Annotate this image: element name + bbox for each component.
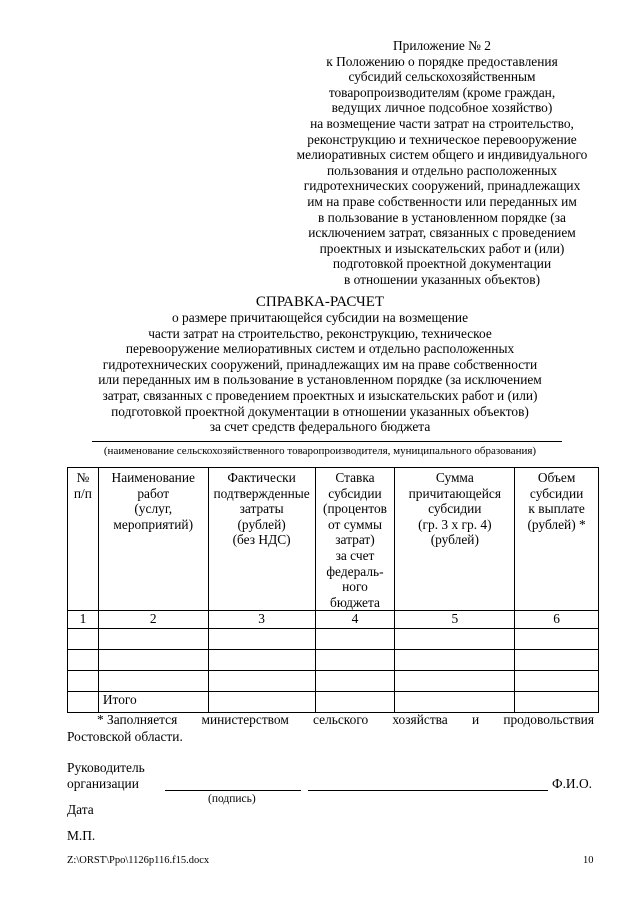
document-subtitle xyxy=(0,310,640,435)
stamp-label: М.П. xyxy=(67,828,96,843)
table-cell[interactable] xyxy=(395,629,515,650)
annex-line: в пользование в установленном порядке (за xyxy=(318,209,566,225)
table-cell[interactable] xyxy=(68,650,99,671)
organization-name-caption: (наименование сельскохозяйственного товаропроизводителя, муниципального образования) xyxy=(103,445,537,457)
table-header-row xyxy=(68,468,599,611)
footnote-word: продовольствия xyxy=(503,712,594,727)
table-cell[interactable] xyxy=(68,629,99,650)
annex-line: исключением затрат, связанных с проведением xyxy=(308,225,576,241)
table-cell[interactable] xyxy=(208,650,315,671)
annex-line: подготовкой проектной документации xyxy=(332,256,552,272)
subtitle-line: или переданных им в пользование в установленном порядке (за исключением xyxy=(98,372,542,388)
calculation-table xyxy=(67,467,599,713)
table-cell[interactable] xyxy=(315,671,395,692)
column-header-text: от суммы xyxy=(328,516,382,532)
annex-line: в отношении указанных объектов) xyxy=(343,271,541,287)
page-number: 10 xyxy=(583,855,594,866)
column-header-text: затрат) xyxy=(335,532,375,548)
column-number: 4 xyxy=(315,611,395,629)
column-header-text: затраты xyxy=(239,501,284,517)
annex-line: мелиоративных систем общего и индивидуального xyxy=(296,147,588,163)
annex-line: субсидий сельскохозяйственным xyxy=(348,69,536,85)
table-cell[interactable] xyxy=(395,671,515,692)
table-cell[interactable] xyxy=(395,650,515,671)
annex-line: ведущих личное подсобное хозяйство) xyxy=(331,100,553,116)
table-cell[interactable] xyxy=(208,671,315,692)
table-cell[interactable] xyxy=(98,629,208,650)
annex-header xyxy=(280,38,604,288)
table-cell[interactable] xyxy=(98,671,208,692)
column-header-text: (услуг, xyxy=(134,501,173,517)
annex-line: пользования и отдельно расположенных xyxy=(326,162,558,178)
column-header-text: (рублей) xyxy=(237,516,286,532)
column-header xyxy=(515,468,599,611)
column-header xyxy=(98,468,208,611)
signature-caption: (подпись) xyxy=(208,793,256,805)
column-header-text: Сумма xyxy=(435,470,474,485)
footnote-word: * Заполняется xyxy=(97,712,178,727)
table-cell[interactable] xyxy=(515,671,599,692)
subtitle-line: затрат, связанных с проведением проектных и изыскательских работ и (или) xyxy=(102,387,538,403)
column-number: 2 xyxy=(98,611,208,629)
table-total-row xyxy=(68,692,599,713)
document-title: СПРАВКА-РАСЧЕТ xyxy=(255,294,385,310)
column-header-text: Фактически xyxy=(227,470,296,485)
table-cell[interactable] xyxy=(208,692,315,713)
table-cell[interactable] xyxy=(315,650,395,671)
table-column-number-row xyxy=(68,611,599,629)
table-cell[interactable] xyxy=(315,692,395,713)
annex-line: Приложение № 2 xyxy=(392,38,492,53)
annex-line: товаропроизводителям (кроме граждан, xyxy=(328,84,556,100)
column-header-text: работ xyxy=(137,485,170,501)
column-header-text: (процентов xyxy=(322,501,387,517)
column-header-text: (рублей) xyxy=(430,532,479,548)
footnote-word: хозяйства xyxy=(392,712,448,727)
table-cell[interactable] xyxy=(315,629,395,650)
column-header-text: ного xyxy=(342,579,368,595)
column-header-text: Ставка xyxy=(335,470,375,485)
annex-line: проектных и изыскательских работ и (или) xyxy=(319,240,565,256)
annex-line: на возмещение части затрат на строительство, xyxy=(310,115,574,131)
subtitle-line: за счет средств федерального бюджета xyxy=(209,419,431,435)
table-row xyxy=(68,629,599,650)
table-cell[interactable] xyxy=(98,650,208,671)
column-header-text: федераль- xyxy=(326,563,384,579)
subtitle-line: о размере причитающейся субсидии на возмещение xyxy=(171,310,469,325)
subtitle-line: подготовкой проектной документации в отношении указанных объектов) xyxy=(111,403,529,419)
name-line[interactable] xyxy=(308,790,548,791)
head-label-line1: Руководитель xyxy=(67,760,145,775)
table-cell[interactable] xyxy=(68,671,99,692)
column-header xyxy=(208,468,315,611)
table-row xyxy=(68,671,599,692)
column-number: 6 xyxy=(515,611,599,629)
table-cell[interactable] xyxy=(515,692,599,713)
footnote-word: и xyxy=(471,712,480,727)
annex-line: к Положению о порядке предоставления xyxy=(326,53,558,69)
table-cell[interactable] xyxy=(395,692,515,713)
column-header xyxy=(68,468,99,611)
subtitle-line: гидротехнических сооружений, принадлежащих им на праве собственности xyxy=(102,356,538,372)
organization-name-line xyxy=(92,441,562,442)
column-header-text: причитающейся xyxy=(408,485,502,501)
subtitle-line: части затрат на строительство, реконструкцию, техническое xyxy=(148,325,492,341)
annex-line: реконструкцию и техническое перевооружение xyxy=(307,131,577,147)
column-header-text: бюджета xyxy=(330,594,380,610)
column-header-text: Наименование xyxy=(111,470,195,485)
column-header-text: субсидии xyxy=(328,485,382,501)
column-header-text: к выплате xyxy=(528,501,585,517)
footnote-line-1 xyxy=(67,711,594,728)
footnote-word: сельского xyxy=(313,712,369,727)
footnote-word: министерством xyxy=(201,712,289,727)
column-number: 5 xyxy=(395,611,515,629)
column-header-text: подтвержденные xyxy=(213,485,310,501)
column-header-text: п/п xyxy=(73,485,92,501)
table-cell[interactable] xyxy=(515,629,599,650)
table-cell[interactable] xyxy=(515,650,599,671)
head-label-line2: организации xyxy=(67,776,139,791)
file-path: Z:\ORST\Ppo\1126p116.f15.docx xyxy=(67,855,210,866)
column-header-text: Объем xyxy=(537,470,576,485)
column-header-text: (рублей) * xyxy=(527,516,586,532)
column-number: 1 xyxy=(68,611,99,629)
table-row xyxy=(68,650,599,671)
subtitle-line: перевооружение мелиоративных систем и отдельно расположенных xyxy=(125,341,515,357)
column-header-text: (гр. 3 х гр. 4) xyxy=(418,516,492,532)
column-header-text: (без НДС) xyxy=(232,532,291,548)
column-header xyxy=(315,468,395,611)
column-header-text: № xyxy=(76,470,90,485)
column-header-text: мероприятий) xyxy=(113,516,194,532)
table-cell[interactable] xyxy=(208,629,315,650)
column-header-text: субсидии xyxy=(428,501,482,517)
table-cell xyxy=(68,692,99,713)
column-header-text: субсидии xyxy=(529,485,584,501)
footnote xyxy=(67,711,594,745)
date-label: Дата xyxy=(67,802,94,817)
total-label: Итого xyxy=(98,692,208,713)
column-number: 3 xyxy=(208,611,315,629)
footnote-line-2: Ростовской области. xyxy=(67,729,183,744)
column-header xyxy=(395,468,515,611)
annex-line: гидротехнических сооружений, принадлежащих xyxy=(303,178,581,194)
annex-line: им на праве собственности или переданных им xyxy=(307,193,577,209)
column-header-text: за счет xyxy=(335,547,375,563)
fio-label: Ф.И.О. xyxy=(552,776,592,791)
